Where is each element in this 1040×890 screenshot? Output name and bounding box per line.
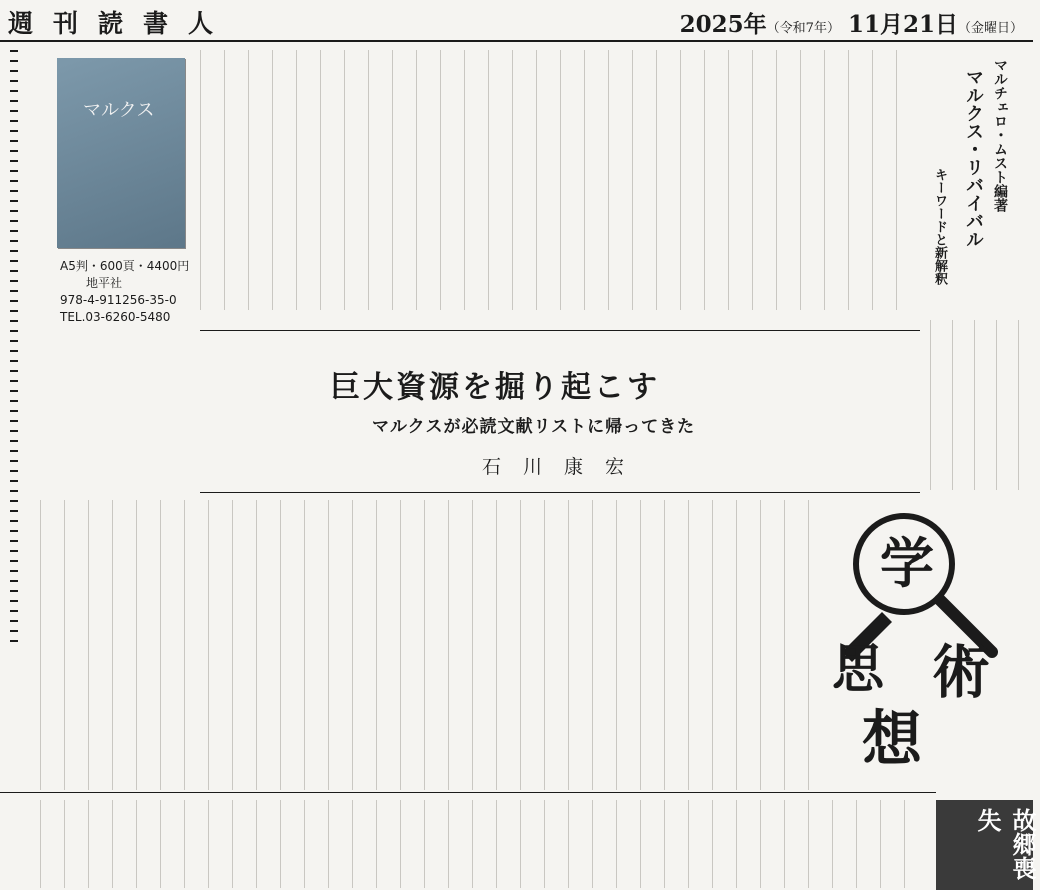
book-tel: TEL.03-6260-5480 [60, 310, 171, 324]
issue-year: 2025年 [679, 11, 767, 38]
book-info [60, 258, 189, 326]
margin-ornament [10, 50, 18, 650]
masthead [0, 0, 1033, 40]
body-columns-lower [40, 500, 820, 790]
book-cover [57, 58, 185, 248]
headline: 巨大資源を掘り起こす [330, 370, 660, 405]
emblem-char-2: 術 [932, 638, 991, 706]
section-rule [0, 792, 936, 793]
review-title: マルクス・リバイバル [963, 68, 984, 248]
emblem-char-3: 思 [832, 639, 885, 700]
issue-weekday: （金曜日） [957, 21, 1023, 36]
body-columns-right [930, 320, 1020, 490]
emblem-char-4: 想 [862, 705, 922, 775]
headline-bottom-rule [200, 492, 920, 493]
headline-rule [200, 330, 920, 331]
book-format-price: A5判・600頁・4400円 [60, 259, 190, 273]
book-publisher: 地平社 [86, 276, 123, 290]
article-author: 石川康宏 [482, 456, 647, 478]
review-editor: マルチェロ・ムスト編著 [992, 58, 1008, 212]
next-article-heading: 故郷喪失 [973, 808, 1037, 880]
issue-era: （令和7年） [766, 21, 840, 36]
academic-thought-emblem [822, 502, 1022, 775]
masthead-rule [0, 40, 1033, 42]
review-subtitle: キーワードと新解釈 [932, 168, 947, 285]
issue-date [680, 6, 1023, 39]
subheadline: マルクスが必読文献リストに帰ってきた [372, 417, 696, 437]
next-article-heading-panel [936, 800, 1037, 890]
body-columns-upper [200, 50, 920, 310]
book-cover-title: マルクス [83, 100, 155, 121]
book-isbn: 978-4-911256-35-0 [60, 293, 177, 307]
paper-name: 週刊読書人 [8, 9, 234, 38]
emblem-char-1: 学 [880, 531, 934, 595]
body-columns-bottom [40, 800, 930, 888]
issue-day: 11月21日 [847, 11, 958, 38]
